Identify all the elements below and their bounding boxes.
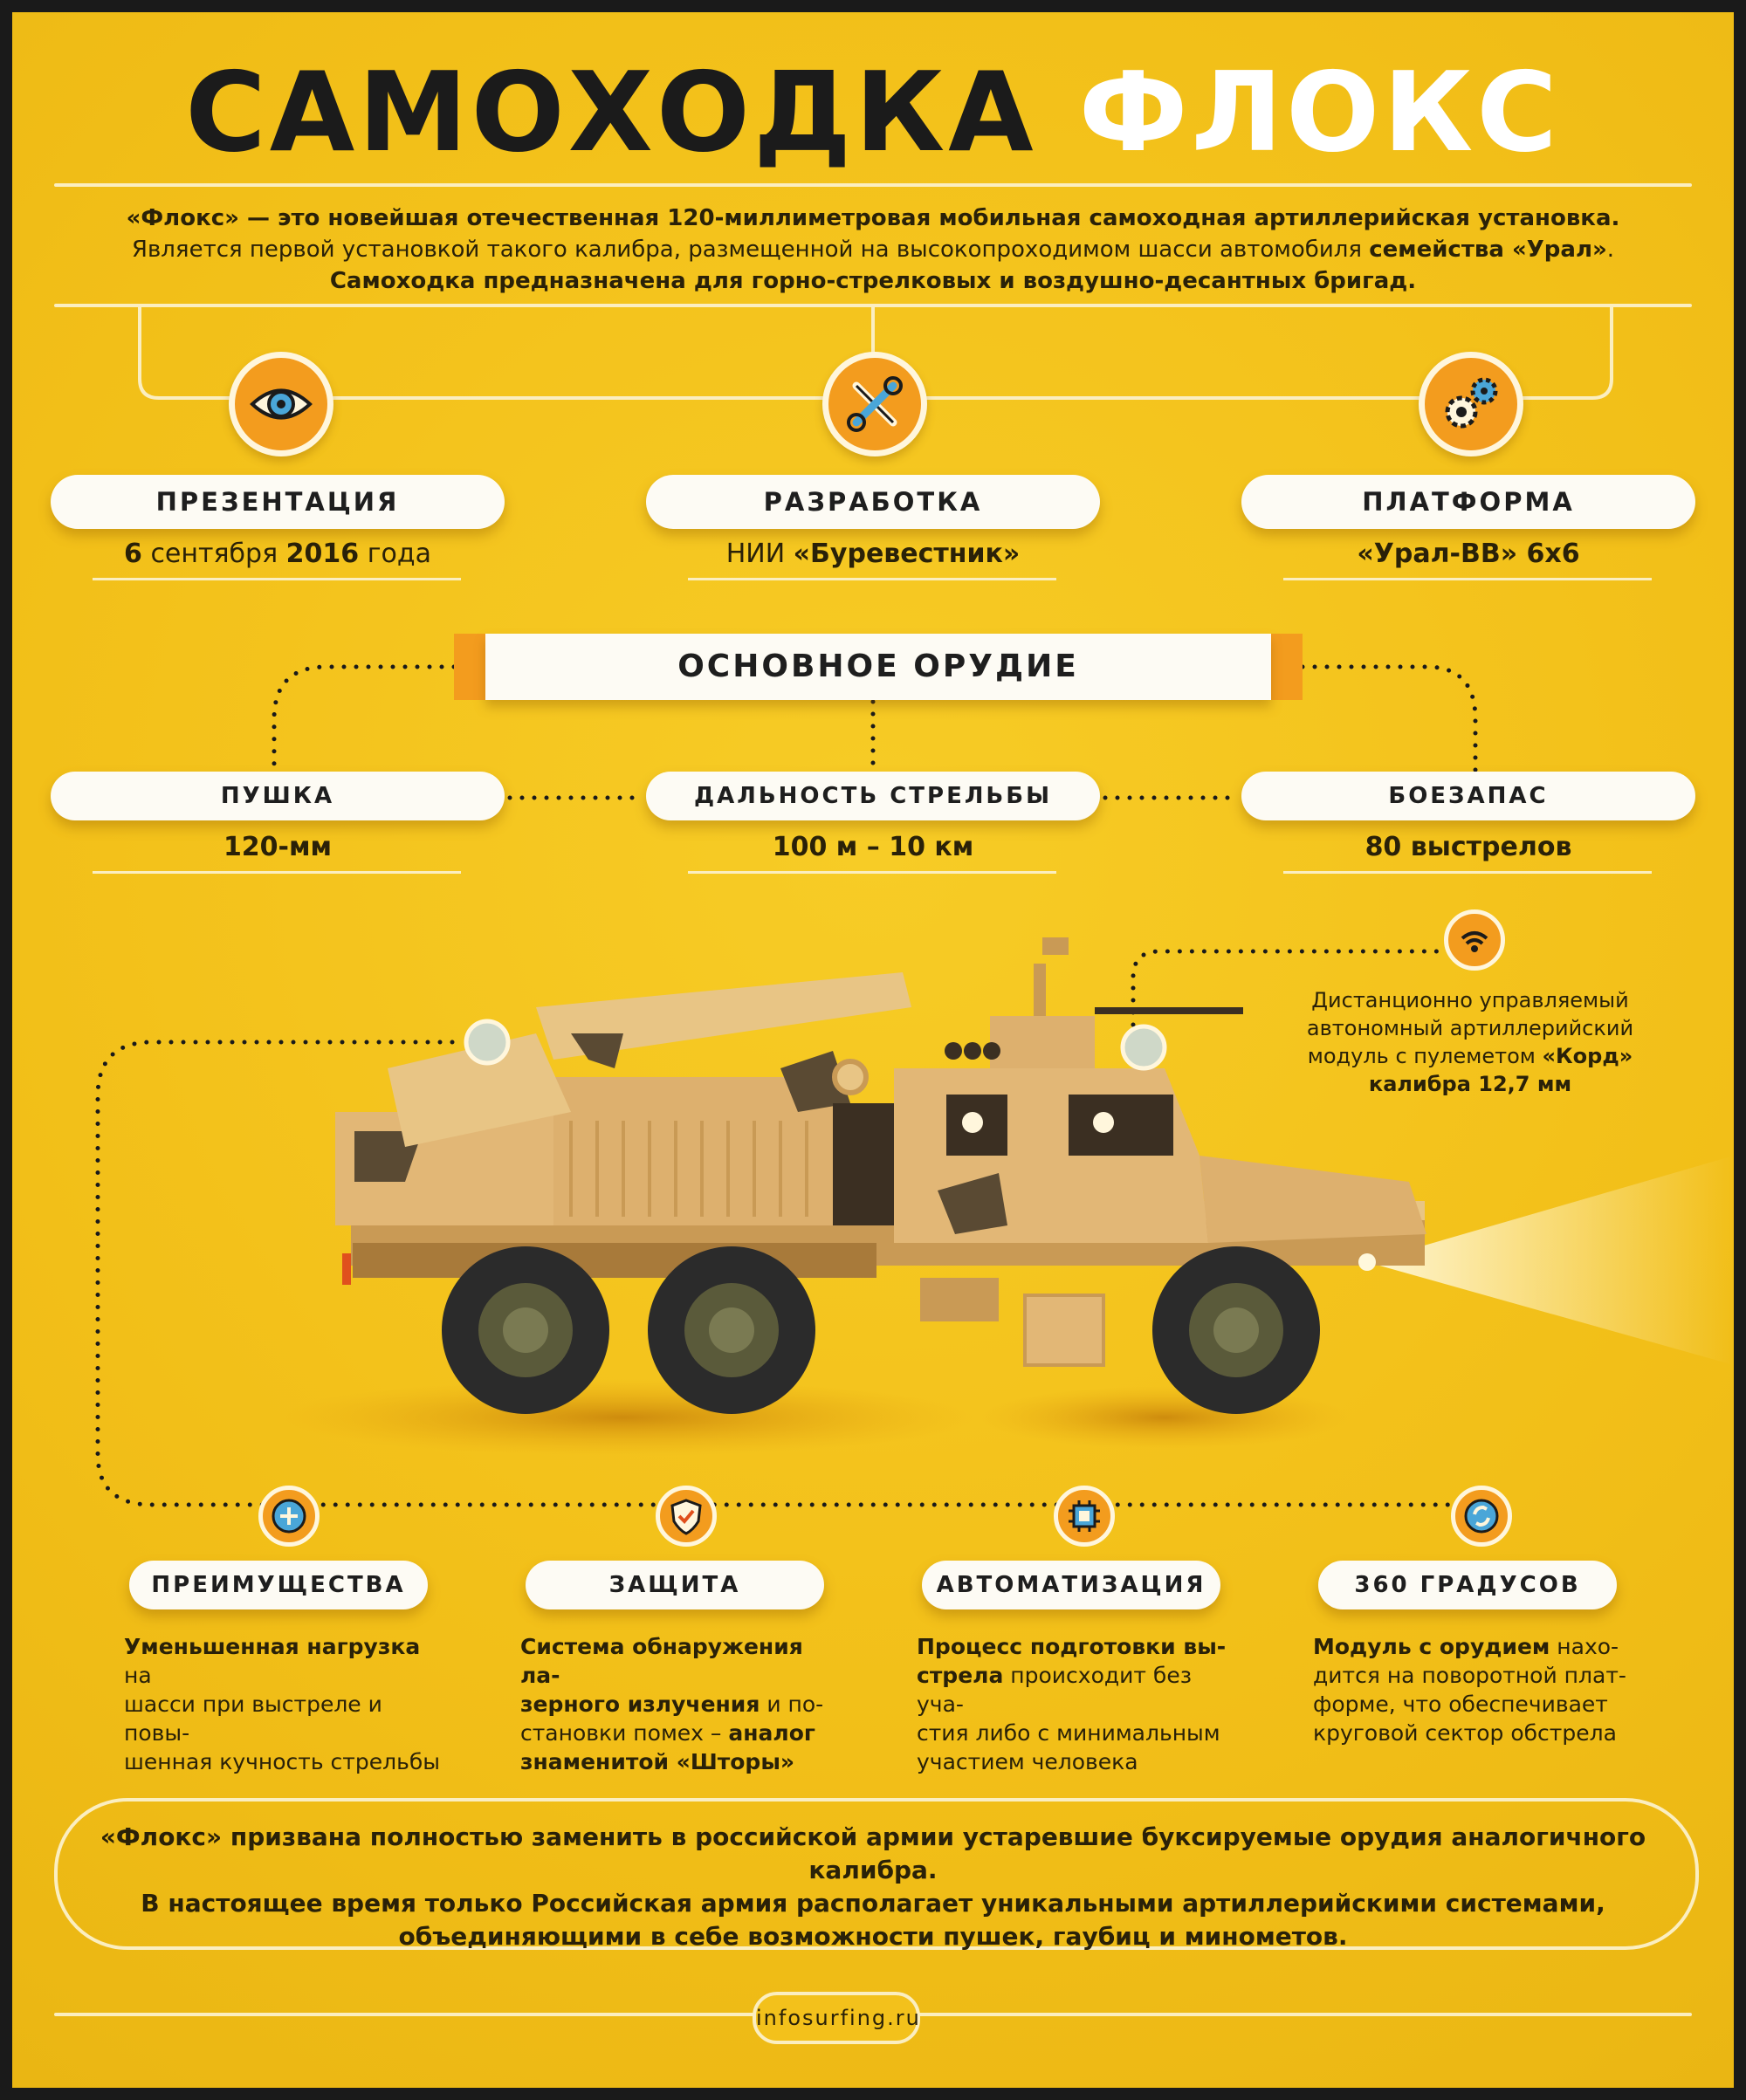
auto-line-1: Процесс подготовки вы- xyxy=(917,1634,1227,1659)
fact-value-day: 6 xyxy=(124,539,142,569)
fact-value-year: 2016 xyxy=(285,539,360,569)
feature-label-360: 360 ГРАДУСОВ xyxy=(1354,1572,1581,1598)
prot-line-2: и по- xyxy=(760,1692,824,1717)
rot-line-3: форме, что обеспечивает xyxy=(1313,1692,1608,1717)
prot-line-4: знаменитой «Шторы» xyxy=(520,1749,795,1774)
footer-line-2: В настоящее время только Российская армия располагает уникальными артиллерийскими системами, xyxy=(141,1889,1605,1918)
fact-value-platform-text: «Урал-ВВ» 6x6 xyxy=(1357,539,1580,569)
intro-line-2a: Является первой установкой такого калибра, размещенной на высокопроходимом шасси автомобиля xyxy=(131,237,1370,263)
prot-line-3: становки помех – xyxy=(520,1720,729,1746)
fact-underline-1 xyxy=(93,578,461,580)
fact-value-presentation xyxy=(51,532,505,576)
auto-line-3: стия либо с минимальным xyxy=(917,1720,1220,1746)
fact-label-presentation: ПРЕЗЕНТАЦИЯ xyxy=(155,487,400,517)
page-title xyxy=(12,48,1734,176)
adv-line-3: шенная кучность стрельбы xyxy=(124,1749,440,1774)
fact-pill-presentation xyxy=(51,475,505,529)
banner-right-tab xyxy=(1268,634,1303,700)
site-link[interactable]: infosurfing.ru xyxy=(753,1992,920,2044)
prot-line-3b: аналог xyxy=(728,1720,815,1746)
title-part-1: САМОХОДКА xyxy=(185,48,1037,176)
banner-left-tab xyxy=(454,634,489,700)
adv-line-2: шасси при выстреле и повы- xyxy=(124,1692,382,1746)
weapon-underline-3 xyxy=(1283,871,1652,874)
fact-value-month: сентября xyxy=(141,539,286,569)
rotate-icon xyxy=(1451,1486,1512,1547)
intro-line-3: Самоходка предназначена для горно-стрелковых и воздушно-десантных бригад. xyxy=(329,268,1417,294)
weapon-label-gun: ПУШКА xyxy=(220,783,335,809)
weapon-pill-gun xyxy=(51,772,505,820)
intro-line-1: «Флокс» — это новейшая отечественная 120-миллиметровая мобильная самоходная артиллерийская установка. xyxy=(126,205,1620,231)
main-weapon-title: ОСНОВНОЕ ОРУДИЕ xyxy=(485,634,1271,700)
weapon-value-ammo: 80 выстрелов xyxy=(1364,832,1572,862)
intro-line-2b: семейства «Урал» xyxy=(1369,237,1607,263)
fact-pill-platform xyxy=(1241,475,1695,529)
fact-value-institute: НИИ xyxy=(725,539,794,569)
feature-desc-protection xyxy=(520,1632,843,1776)
infographic xyxy=(12,12,1734,2088)
module-line-1: Дистанционно управляемый xyxy=(1311,988,1629,1012)
weapon-label-range: ДАЛЬНОСТЬ СТРЕЛЬБЫ xyxy=(693,783,1053,809)
fact-pill-development xyxy=(646,475,1100,529)
feature-desc-advantages xyxy=(124,1632,447,1776)
auto-line-2b: стрела xyxy=(917,1663,1004,1688)
feature-desc-automation xyxy=(917,1632,1240,1776)
rot-line-4: круговой сектор обстрела xyxy=(1313,1720,1617,1746)
feature-label-advantages: ПРЕИМУЩЕСТВА xyxy=(151,1572,406,1598)
module-line-3a: модуль с пулеметом xyxy=(1307,1044,1543,1068)
weapon-underline-1 xyxy=(93,871,461,874)
weapon-pill-range xyxy=(646,772,1100,820)
gears-icon xyxy=(1419,352,1523,456)
fact-underline-2 xyxy=(688,578,1056,580)
feature-pill-360 xyxy=(1318,1561,1617,1609)
rot-line-1: нахо- xyxy=(1550,1634,1619,1659)
fact-value-development xyxy=(646,532,1100,576)
intro-text xyxy=(12,202,1734,297)
feature-label-automation: АВТОМАТИЗАЦИЯ xyxy=(936,1572,1206,1598)
fact-label-development: РАЗРАБОТКА xyxy=(763,487,983,517)
title-part-2: ФЛОКС xyxy=(1078,48,1561,176)
eye-icon xyxy=(229,352,333,456)
feature-pill-advantages xyxy=(129,1561,428,1609)
fact-underline-3 xyxy=(1283,578,1652,580)
chip-icon xyxy=(1054,1486,1115,1547)
rot-line-2: дится на поворотной плат- xyxy=(1313,1663,1626,1688)
fact-label-platform: ПЛАТФОРМА xyxy=(1362,487,1575,517)
module-line-3b: «Корд» xyxy=(1542,1044,1633,1068)
plus-icon xyxy=(258,1486,320,1547)
shield-check-icon xyxy=(656,1486,717,1547)
footer-text xyxy=(65,1821,1681,1953)
wrench-screwdriver-icon xyxy=(822,352,927,456)
fact-value-platform xyxy=(1241,532,1695,576)
feature-pill-automation xyxy=(922,1561,1220,1609)
weapon-value-gun: 120-мм xyxy=(223,832,333,862)
prot-line-2b: зерного излучения xyxy=(520,1692,760,1717)
module-line-4: калибра 12,7 мм xyxy=(1368,1072,1572,1096)
feature-label-protection: ЗАЩИТА xyxy=(608,1572,741,1598)
adv-line-1b: Уменьшенная нагрузка xyxy=(124,1634,421,1659)
feature-desc-360 xyxy=(1313,1632,1636,1747)
weapon-value-range: 100 м – 10 км xyxy=(772,832,974,862)
intro-line-2c: . xyxy=(1606,237,1615,263)
weapon-underline-2 xyxy=(688,871,1056,874)
fact-value-institute-name: «Буревестник» xyxy=(793,539,1021,569)
auto-line-4: участием человека xyxy=(917,1749,1138,1774)
weapon-pill-ammo xyxy=(1241,772,1695,820)
adv-line-1: на xyxy=(124,1663,152,1688)
footer-line-1: «Флокс» призвана полностью заменить в российской армии устаревшие буксируемые орудия аналогичного калибра. xyxy=(100,1822,1646,1884)
fact-value-year-suffix: года xyxy=(359,539,431,569)
weapon-label-ammo: БОЕЗАПАС xyxy=(1388,783,1549,809)
feature-pill-protection xyxy=(526,1561,824,1609)
rot-line-1b: Модуль с орудием xyxy=(1313,1634,1550,1659)
footer-line-3: объединяющими в себе возможности пушек, гаубиц и минометов. xyxy=(398,1922,1348,1951)
prot-line-1: Система обнаружения ла- xyxy=(520,1634,803,1688)
vehicle-illustration xyxy=(12,894,1734,1557)
module-line-2: автономный артиллерийский xyxy=(1306,1016,1634,1040)
main-weapon-banner xyxy=(454,634,1303,700)
auto-line-2: происходит без уча- xyxy=(917,1663,1193,1717)
divider-top xyxy=(54,183,1692,187)
